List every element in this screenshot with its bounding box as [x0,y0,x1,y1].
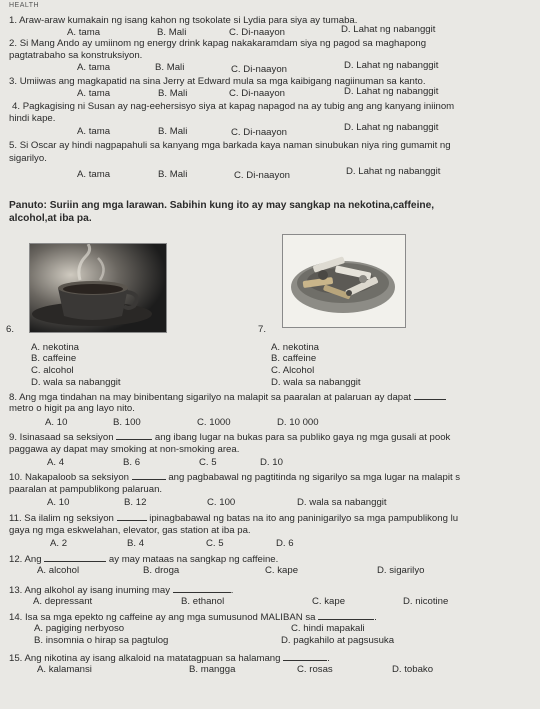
q8-choice-b: B. 100 [113,417,141,428]
q12-choice-d: D. sigarilyo [377,565,425,576]
q11-answer-blank [117,512,147,521]
q9-choice-c: C. 5 [199,457,217,468]
q12-choice-c: C. kape [265,565,299,576]
q11-choice-d: D. 6 [276,538,294,549]
q6-choice-b: B. caffeine [31,353,77,364]
question-5: 5. Si Oscar ay hindi nagpapahuli sa kanyang mga barkada kaya naman sinubukan niya ring gumamit ng [9,140,451,151]
q1-choice-a: A. tama [67,27,101,38]
q2-choice-d: D. Lahat ng nabanggit [344,60,439,71]
q3-choice-b: B. Mali [158,88,188,99]
q5-choice-a: A. tama [77,169,111,180]
question-4-line2: hindi kape. [9,113,56,124]
header-label: HEALTH [9,2,40,9]
q9-choice-b: B. 6 [123,457,141,468]
question-2-line2: pagtatrabaho sa konstruksiyon. [9,50,143,61]
q13-choice-a: A. depressant [33,596,93,607]
q13-choice-c: C. kape [312,596,346,607]
q10-choice-a: A. 10 [47,497,70,508]
q9-choice-a: A. 4 [47,457,65,468]
q6-choice-c: C. alcohol [31,365,74,376]
q10-choice-b: B. 12 [124,497,147,508]
question-10: 10. Nakapaloob sa seksiyon ang pagbabawal ng pagtitinda ng sigarilyo sa mga lugar na malapit s [9,472,461,483]
q1-choice-c: C. Di-naayon [229,27,285,38]
question-12: 12. Ang ay may mataas na sangkap ng caffeine. [9,554,279,565]
question-8-line2: metro o higit pa ang layo nito. [9,403,135,414]
question-9: 9. Isinasaad sa seksiyon ang ibang lugar na bukas para sa publiko gaya ng mga gusali at pook [9,432,451,443]
question-13: 13. Ang alkohol ay isang inuming may . [9,585,234,596]
q14-choice-d: D. pagkahilo at pagsusuka [281,635,395,646]
q8-answer-blank [414,391,446,400]
q15-choice-a: A. kalamansi [37,664,92,675]
q7-choice-a: A. nekotina [271,342,320,353]
q1-choice-b: B. Mali [157,27,187,38]
q13-choice-d: D. nicotine [403,596,449,607]
q2-choice-c: C. Di-naayon [231,64,287,75]
q15-choice-c: C. rosas [297,664,333,675]
picture-item-6-number: 6. [6,324,15,335]
q4-choice-b: B. Mali [158,126,188,137]
q13-choice-b: B. ethanol [181,596,225,607]
q4-choice-a: A. tama [77,126,111,137]
question-8: 8. Ang mga tindahan na may binibentang sigarilyo na malapit sa paaralan at palaruan ay dapat [9,391,446,403]
q5-choice-d: D. Lahat ng nabanggit [346,166,441,177]
question-14: 14. Isa sa mga epekto ng caffeine ay ang mga sumusunod MALIBAN sa . [9,612,377,623]
q10-answer-blank [132,471,166,480]
q12-answer-blank [44,553,106,562]
q4-choice-d: D. Lahat ng nabanggit [344,122,439,133]
cigarette-ashtray-photo [282,234,406,328]
q9-choice-d: D. 10 [260,457,283,468]
q1-choice-d: D. Lahat ng nabanggit [341,24,436,35]
q7-choice-d: D. wala sa nabanggit [271,377,361,388]
q15-choice-d: D. tobako [392,664,434,675]
q15-choice-b: B. mangga [189,664,236,675]
picture-item-7-number: 7. [258,324,267,335]
q11-choice-b: B. 4 [127,538,145,549]
question-3: 3. Umiiwas ang magkapatid na sina Jerry at Edward mula sa mga kaibigang nagiinuman sa kanto. [9,76,426,87]
q5-choice-b: B. Mali [158,169,188,180]
q7-choice-c: C. Alcohol [271,365,315,376]
q6-choice-a: A. nekotina [31,342,80,353]
question-11-line2: gaya ng mga eskwelahan, elevator, gas station at iba pa. [9,525,251,536]
instruction-line-1: Panuto: Suriin ang mga larawan. Sabihin kung ito ay may sangkap na nekotina,caffeine, [9,200,435,211]
q6-choice-d: D. wala sa nabanggit [31,377,121,388]
q5-choice-c: C. Di-naayon [234,170,290,181]
q2-choice-b: B. Mali [155,62,185,73]
question-9-line2: paggawa ay dapat may smoking at non-smoking area. [9,444,240,455]
question-4: 4. Pagkagising ni Susan ay nag-eehersisyo siya at kapag napagod na ay tubig ang ang kanyang iniinom [12,101,455,112]
q3-choice-d: D. Lahat ng nabanggit [344,86,439,97]
q14-choice-a: A. pagiging nerbyoso [34,623,125,634]
q2-choice-a: A. tama [77,62,111,73]
q14-answer-blank [318,611,374,620]
q12-choice-b: B. droga [143,565,180,576]
q14-choice-b: B. insomnia o hirap sa pagtulog [34,635,169,646]
q15-answer-blank [283,652,327,661]
q14-choice-c: C. hindi mapakali [291,623,365,634]
question-5-line2: sigarilyo. [9,153,47,164]
q13-answer-blank [173,584,231,593]
q8-choice-c: C. 1000 [197,417,231,428]
question-2: 2. Si Mang Ando ay umiinom ng energy drink kapag nakakaramdam siya ng pagod sa maghapong [9,38,427,49]
q3-choice-c: C. Di-naayon [229,88,285,99]
q8-choice-d: D. 10 000 [277,417,319,428]
q11-choice-c: C. 5 [206,538,224,549]
q4-choice-c: C. Di-naayon [231,127,287,138]
coffee-cup-photo [29,243,167,333]
question-1: 1. Araw-araw kumakain ng isang kahon ng tsokolate si Lydia para siya ay tumaba. [9,15,358,26]
q7-choice-b: B. caffeine [271,353,317,364]
question-15: 15. Ang nikotina ay isang alkaloid na matatagpuan sa halamang . [9,653,330,664]
q11-choice-a: A. 2 [50,538,68,549]
q9-answer-blank [116,431,152,440]
q3-choice-a: A. tama [77,88,111,99]
q10-choice-c: C. 100 [207,497,236,508]
q12-choice-a: A. alcohol [37,565,80,576]
q10-choice-d: D. wala sa nabanggit [297,497,387,508]
q8-choice-a: A. 10 [45,417,68,428]
question-11: 11. Sa ilalim ng seksiyon ipinagbabawal ng batas na ito ang paninigarilyo sa mga pampublikong lu [9,513,459,524]
question-10-line2: paaralan at pampublikong palaruan. [9,484,163,495]
instruction-line-2: alcohol,at iba pa. [9,213,92,224]
